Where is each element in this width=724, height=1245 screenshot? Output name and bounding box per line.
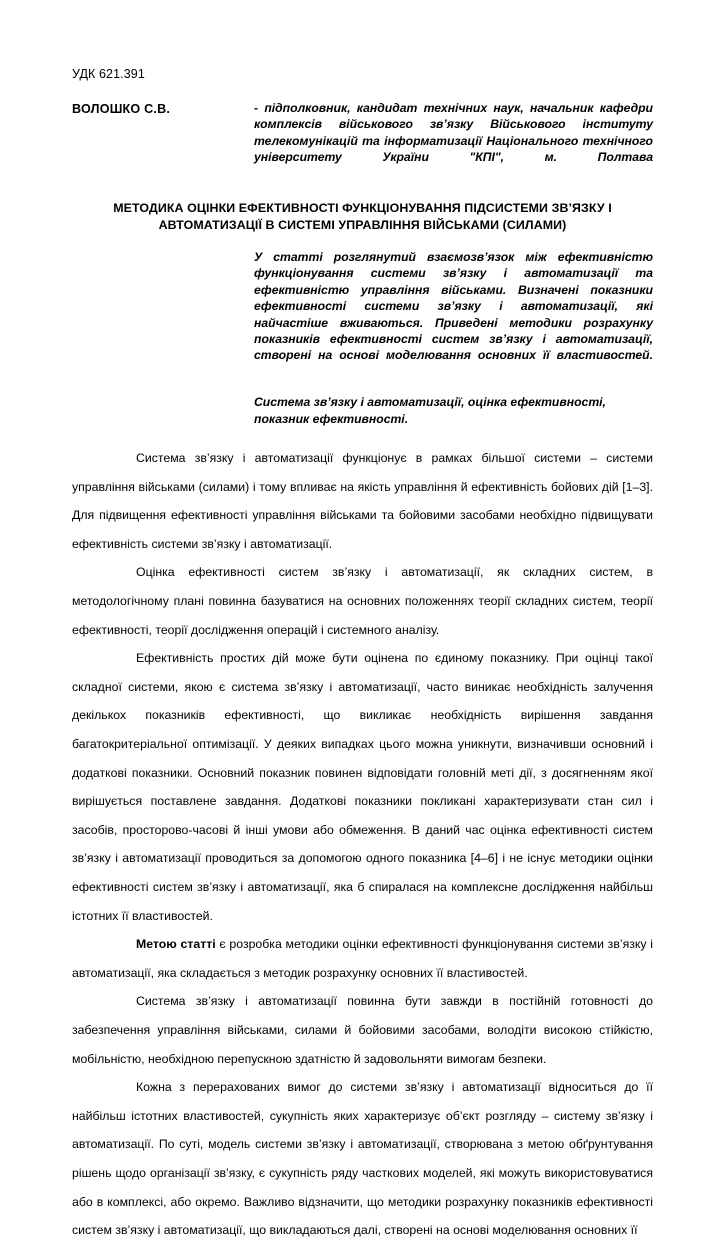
- abstract-gutter: [72, 249, 254, 427]
- page-title: [72, 200, 653, 233]
- paragraph-goal: [72, 930, 653, 987]
- author-name: ВОЛОШКО С.В.: [72, 102, 171, 116]
- paragraph: Система зв’язку і автоматизації повинна бути завжди в постійній готовності до забезпечення управління військами, силами й бойовими засобами, володіти високою стійкістю, мобільністю, необхідною перепускною здатністю й задовольняти вимогам безпеки.: [72, 994, 653, 1066]
- abstract-body: [254, 249, 653, 427]
- abstract-block: [72, 249, 653, 427]
- abstract-text: У статті розглянутий взаємозв’язок між ефективністю функціонування системи зв’язку і автоматизації та ефективністю управління військами. Визначені показники ефективності системи зв’язку і автоматизації, які найчастіше вживаються. Приведені методики розрахунку показників ефективності систем зв’язку і автоматизації, створені на основі моделювання основних її властивостей.: [254, 250, 653, 363]
- paragraph-goal-lead: Метою статті: [136, 937, 216, 952]
- author-block: [72, 100, 653, 182]
- udk-code: УДК 621.391: [72, 67, 145, 81]
- paragraph: Оцінка ефективності систем зв’язку і автоматизації, як складних систем, в методологічному плані повинна базуватися на основних положеннях теорії складних систем, теорії ефективності, теорії дослідження операцій і системного аналізу.: [72, 565, 653, 637]
- paragraph-goal-rest: є розробка методики оцінки ефективності функціонування системи зв’язку і автоматизації, яка складається з методик розрахунку основних її властивостей.: [72, 937, 653, 980]
- title-line-2: АВТОМАТИЗАЦІЇ В СИСТЕМІ УПРАВЛІННЯ ВІЙСЬКАМИ (СИЛАМИ): [158, 217, 567, 232]
- paragraph: Ефективність простих дій може бути оцінена по єдиному показнику. При оцінці такої складної системи, якою є система зв’язку і автоматизації, часто виникає необхідність залучення декількох показників ефективності, що викликає необхідність вирішення завдання багатокритеріальної оптимізації. У деяких випадках цього можна уникнути, визначивши основний і додаткові показники. Основний показник повинен відповідати головній меті дії, з досягненням якої вирішується поставлене завдання. Додаткові показники покликані характеризувати стан сил і засобів, просторово-часові й інші умови або обмеження. В даний час оцінка ефективності систем зв’язку і автоматизації проводиться за допомогою одного показника [4–6] і не існує методики оцінки ефективності систем зв’язку і автоматизації, яка б спиралася на комплексне дослідження найбільш істотних її властивостей.: [72, 651, 653, 923]
- paragraph: Кожна з перерахованих вимог до системи зв’язку і автоматизації відноситься до її найбільш істотних властивостей, сукупність яких характеризує об’єкт розгляду – систему зв’язку і автоматизації. По суті, модель системи зв’язку і автоматизації, створювана з метою обґрунтування рішень щодо організації зв’язку, є сукупність ряду часткових моделей, які можуть використовуватися або в комплексі, або окремо. Важливо відзначити, що методики розрахунку показників ефективності систем зв’язку і автоматизації, що викладаються далі, створені на основі моделювання основних її: [72, 1080, 653, 1238]
- title-line-1: МЕТОДИКА ОЦІНКИ ЕФЕКТИВНОСТІ ФУНКЦІОНУВАННЯ ПІДСИСТЕМИ ЗВ’ЯЗКУ І: [113, 201, 612, 216]
- keywords: Система зв’язку і автоматизації, оцінка ефективності, показник ефективності.: [254, 395, 606, 426]
- body-text: [72, 444, 653, 1245]
- author-affiliation: - підполковник, кандидат технічних наук, начальник кафедри комплексів військового зв’язку Військового інституту телекомунікацій та інформатизації Національного технічного університету України "КПІ", м. Полтава: [254, 101, 653, 165]
- paragraph: Система зв’язку і автоматизації функціонує в рамках більшої системи – системи управління військами (силами) і тому впливає на якість управління й ефективність бойових дій [1–3]. Для підвищення ефективності управління військами та бойовими засобами необхідно підвищувати ефективність системи зв’язку і автоматизації.: [72, 451, 653, 551]
